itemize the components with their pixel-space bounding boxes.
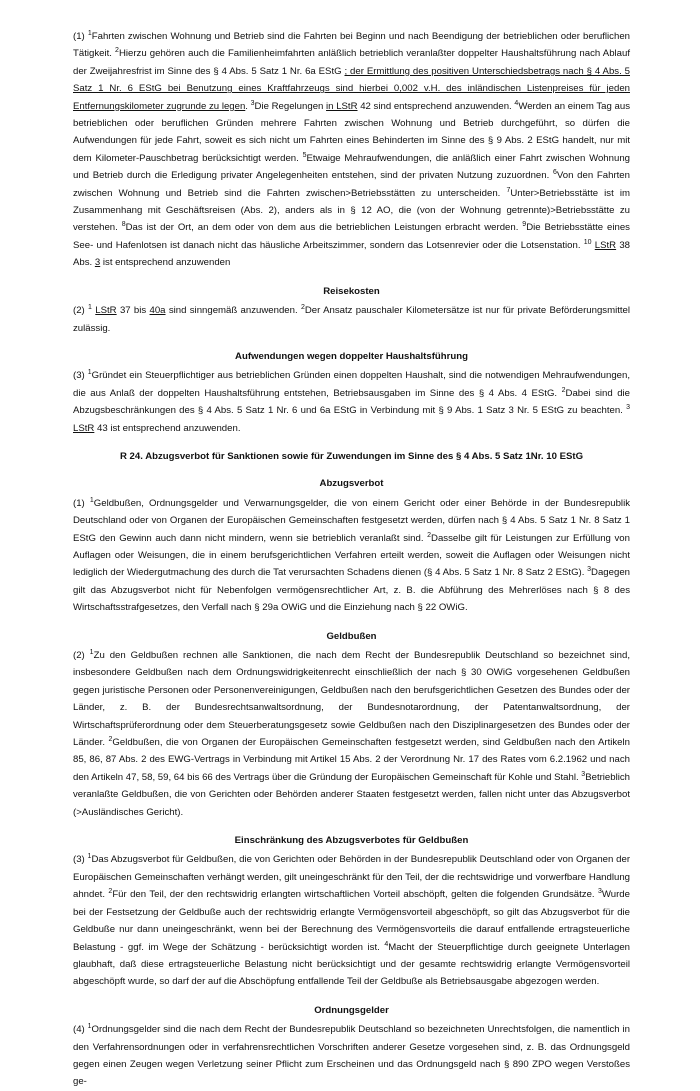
sentence-number: 2 — [561, 386, 566, 394]
paragraph-text: Zu den Geldbußen rechnen alle Sanktionen, die nach dem Recht der Bundesrepublik Deutschland so bezeichnet sind, insbesondere Geldbußen nach dem Ordnungswidrigkeitenrecht einschließlich der nach § 30 OWiG vorgesehenen Geldbußen gegen juristische Personen oder Personenvereinigungen, Geldbußen nach den berufsgerichtlichen Gesetzen des Bundes oder der Länder, z. B. der Bundesrechtsanwaltsordnung, der Bundesnotarordnung, der Patentanwaltsordnung, der Wirtschaftsprüferordnung oder dem Steuerberatungsgesetz sowie Geldbußen nach den Disziplinargesetzen des Bundes oder der Länder. — [73, 650, 630, 749]
paragraph-text: Die Regelungen — [254, 100, 327, 112]
paragraph-text: 37 bis — [116, 305, 150, 317]
sentence-number: 4 — [384, 940, 389, 948]
paragraph-text: Dabei sind die Abzugsbeschränkungen des § 4 Abs. 5 Satz 1 Nr. 6 und 6a EStG in Verbindung mit § 9 Abs. 1 Satz 3 Nr. 5 EStG zu beachten. — [73, 387, 630, 417]
paragraph-text: (1) — [73, 497, 90, 509]
sentence-number: 1 — [87, 853, 92, 861]
sentence-number: 1 — [87, 30, 92, 37]
paragraph-text: Unter>Betriebsstätte ist im Zusammenhang mit Geschäftsreisen (Abs. 2), anders als in § 12 AO, die (von der Wohnung getrennte)>Betriebsstätte zu verstehen. — [73, 187, 630, 234]
paragraph-text: Der Ansatz pauschaler Kilometersätze ist nur für private Beförderungsmittel zulässig. — [73, 305, 630, 334]
paragraph-text: (1) — [73, 31, 88, 42]
sentence-number: 6 — [553, 169, 557, 177]
paragraph-text: Von den Fahrten zwischen Wohnung und Betrieb sind die Fahrten zwischen>Betriebsstätten zu unterscheiden. — [73, 170, 630, 199]
heading-ordnungsgelder: Ordnungsgelder — [314, 1004, 389, 1016]
sentence-number: 2 — [115, 47, 119, 55]
lstr-reference: LStR — [95, 305, 117, 317]
heading-doppelte-haushaltsfuehrung: Aufwendungen wegen doppelter Haushaltsführung — [235, 350, 468, 362]
heading-einschraenkung: Einschränkung des Abzugsverbotes für Geldbußen — [234, 835, 469, 847]
paragraph-einschraenkung — [73, 851, 630, 990]
paragraph-text: Fahrten zwischen Wohnung und Betrieb sind die Fahrten bei Beginn und nach Beendigung der betrieblichen oder beruflichen Tätigkeit. — [73, 31, 630, 60]
sentence-number: 1 — [87, 369, 92, 377]
heading-geldbussen: Geldbußen — [326, 630, 377, 642]
paragraph-text: Geldbußen, Ordnungsgelder und Verwarnungsgelder, die von einem Gericht oder einer Behörde in der Bundesrepublik Deutschland oder von Organen der Europäischen Gemeinschaften festgesetzt werden, dürfen nach § 4 Abs. 5 Satz 1 Nr. 8 Satz 1 EStG den Gewinn auch dann nicht mindern, wenn sie betrieblich veranlaßt sind. — [73, 497, 630, 544]
sentence-number: 2 — [427, 531, 432, 539]
sentence-number: 1 — [89, 496, 94, 504]
paragraph-text: Für den Teil, der den rechtswidrig erlangten wirtschaftlichen Vorteil abschöpft, gelten die folgenden Grundsätze. — [112, 889, 598, 901]
paragraph-reisekosten — [73, 302, 630, 337]
paragraph-text: (2) — [73, 305, 89, 317]
lstr-reference: LStR — [594, 239, 617, 251]
sentence-number: 4 — [514, 99, 519, 107]
paragraph-ordnungsgelder — [73, 1021, 630, 1091]
sentence-number: 1 — [89, 649, 94, 656]
paragraph-text: Das ist der Ort, an dem oder von dem aus die betrieblichen Leistungen erbracht werden. — [125, 222, 523, 234]
paragraph-text: 38 Abs. — [73, 239, 631, 269]
paragraph-text: Ordnungsgelder sind die nach dem Recht der Bundesrepublik Deutschland so bezeichneten Unrechtsfolgen, die namentlich in den Verfahrensordnungen oder in verfahrensrechtlichen Vorschriften anderer Gesetze vorgesehen sind, z. B. das Ordnungsgeld gegen einen Zeugen wegen Verletzung seiner Pflicht zum Erscheinen und das Ordnungsgeld nach § 890 ZPO wegen Verstoßes ge- — [73, 1024, 630, 1088]
sentence-number: 3 — [626, 404, 630, 412]
sentence-number: 3 — [597, 888, 602, 896]
paragraph-text: Die Betriebsstätte eines See- und Hafenlotsen ist danach nicht das häusliche Arbeitszimmer, sondern das Lotsenrevier oder die Lotsenstation. — [73, 222, 630, 251]
paragraph-text: Werden an einem Tag aus betrieblichen oder beruflichen Gründen mehrere Fahrten zwischen Wohnung und Betrieb durchgeführt, so dürfen die Aufwendungen für jede Fahrt, soweit es sich nicht um Fahrten eines Behinderten im Sinne des § 9 Abs. 2 EStG handelt, nur mit dem Kilometer-Pauschbetrag berücksichtigt werden. — [73, 100, 630, 164]
paragraph-fahrten-wohnung-betrieb — [73, 28, 630, 272]
sentence-number: 3 — [581, 770, 586, 778]
sentence-number: 8 — [121, 221, 126, 229]
sentence-number: 2 — [300, 304, 305, 312]
paragraph-text: ist entsprechend anzuwenden — [100, 257, 231, 269]
paragraph-text: Gründet ein Steuerpflichtiger aus betrieblichen Gründen einen doppelten Haushalt, sind die notwendigen Mehraufwendungen, die aus Anlaß der doppelten Haushaltsführung entstehen, Betriebsausgaben im Sinne des § 4 Abs. 4 EStG. — [73, 370, 631, 399]
sentence-number: 3 — [587, 566, 592, 574]
sentence-number: 9 — [522, 221, 527, 229]
paragraph-geldbussen — [73, 647, 630, 821]
paragraph-text: (2) — [73, 650, 90, 661]
heading-reisekosten: Reisekosten — [323, 285, 380, 297]
paragraph-text: . — [245, 100, 251, 112]
paragraph-text: Geldbußen, die von Organen der Europäischen Gemeinschaften festgesetzt werden, sind Geldbußen nach den Artikeln 85, 86, 87 Abs. 2 des EWG-Vertrags in Verbindung mit Artikel 15 Abs. 2 der Verordnung Nr. 17 des Rates vom 6.2.1962 und nach den Artikeln 47, 58, 59, 64 bis 66 des Vertrags über die Gründung der Europäischen Gemeinschaft für Kohle und Stahl. — [73, 737, 630, 783]
sentence-number: 5 — [302, 151, 307, 159]
paragraph-text: (3) — [73, 854, 88, 866]
paragraph-text: (3) — [73, 370, 88, 382]
paragraph-doppelte-haushaltsfuehrung — [73, 367, 630, 437]
lstr-reference: 40a — [149, 305, 166, 317]
sentence-number: 3 — [250, 99, 255, 107]
sentence-number: 7 — [506, 186, 511, 194]
lstr-reference: in LStR — [326, 100, 358, 112]
abs-reference: 3 — [94, 257, 101, 269]
paragraph-text: Etwaige Mehraufwendungen, die anläßlich einer Fahrt zwischen Wohnung und Betrieb durch die Erledigung privater Angelegenheiten entstehen, sind der privaten Nutzung zuzuordnen. — [73, 152, 630, 182]
paragraph-text: Hierzu gehören auch die Familienheimfahrten anläßlich betrieblich veranlaßter doppelter Haushaltsführung nach Ablauf der Zweijahresfrist im Sinne des § 4 Abs. 5 Satz 1 Nr. 6a EStG — [73, 48, 630, 77]
paragraph-text: Das Abzugsverbot für Geldbußen, die von Gerichten oder Behörden in der Bundesrepublik Deutschland oder von Organen der Europäischen Gemeinschaften verhängt werden, gilt uneingeschränkt für den Teil, der die rechtswidrige und vorwerfbare Handlung ahndet. — [73, 854, 631, 901]
paragraph-text: Macht der Steuerpflichtige durch geeignete Unterlagen glaubhaft, daß diese ertragsteuerliche Belastung nicht berücksichtigt und der gesamte rechtswidrig erlangte Vermögensvorteil abgeschöpft wurde, so darf der auf die Abschöpfung entfallende Teil der Geldbuße als Betriebsausgabe abgezogen werden. — [73, 941, 630, 988]
sentence-number: 1 — [87, 1023, 92, 1031]
paragraph-text: sind sinngemäß anzuwenden. — [165, 305, 301, 317]
amendment-underlined-text: ; der Ermittlung des positiven Unterschiedsbetrags nach § 4 Abs. 5 Satz 1 Nr. 6 EStG bei Benutzung eines Kraftfahrzeugs sind hierbei 0,002 v.H. des inländischen Listenpreises für jeden Entfernungskilometer zugrunde zu legen — [73, 65, 630, 112]
paragraph-text: Dasselbe gilt für Leistungen zur Erfüllung von Auflagen oder Weisungen, die in einem berufsgerichtlichen Verfahren erteilt werden, soweit die Auflagen oder Weisungen nicht lediglich der Wiedergutmachung des durch die Tat verursachten Schadens dienen (§ 4 Abs. 5 Satz 1 Nr. 8 Satz 2 EStG). — [73, 532, 630, 579]
heading-abzugsverbot: Abzugsverbot — [319, 478, 384, 490]
paragraph-text: 43 ist entsprechend anzuwenden. — [94, 422, 241, 434]
paragraph-text: Wurde bei der Festsetzung der Geldbuße auch der rechtswidrig erlangte Vermögensvorteil abgeschöpft, so gilt das Abzugsverbot für die Geldbuße nur dann uneingeschränkt, wenn bei der Berechnung des Vermögensvorteils die darauf entfallende ertragsteuerliche Belastung - ggf. im Wege der Schätzung - berücksichtigt worden ist. — [73, 889, 630, 953]
sentence-number: 2 — [108, 888, 113, 896]
sentence-number: 10 — [583, 238, 592, 246]
paragraph-text: 42 sind entsprechend anzuwenden. — [357, 100, 515, 112]
sentence-number: 1 — [88, 304, 92, 312]
paragraph-abzugsverbot — [73, 495, 630, 617]
lstr-reference: LStR — [73, 422, 95, 434]
section-title-r24: R 24. Abzugsverbot für Sanktionen sowie für Zuwendungen im Sinne des § 4 Abs. 5 Satz 1Nr. 10 EStG — [119, 450, 584, 462]
paragraph-text: Betrieblich veranlaßte Geldbußen, die von Gerichten oder Behörden anderer Staaten festgesetzt werden, fallen nicht unter das Abzugsverbot (>Ausländisches Gericht). — [73, 771, 630, 818]
sentence-number: 2 — [108, 736, 113, 744]
paragraph-text: (4) — [73, 1024, 88, 1036]
paragraph-text: Dagegen gilt das Abzugsverbot nicht für Nebenfolgen vermögensrechtlicher Art, z. B. die Abführung des Mehrerlöses nach § 8 des Wirtschaftsstrafgesetzes, den Verfall nach § 29a OWiG und die Einziehung nach § 22 OWiG. — [73, 567, 630, 614]
